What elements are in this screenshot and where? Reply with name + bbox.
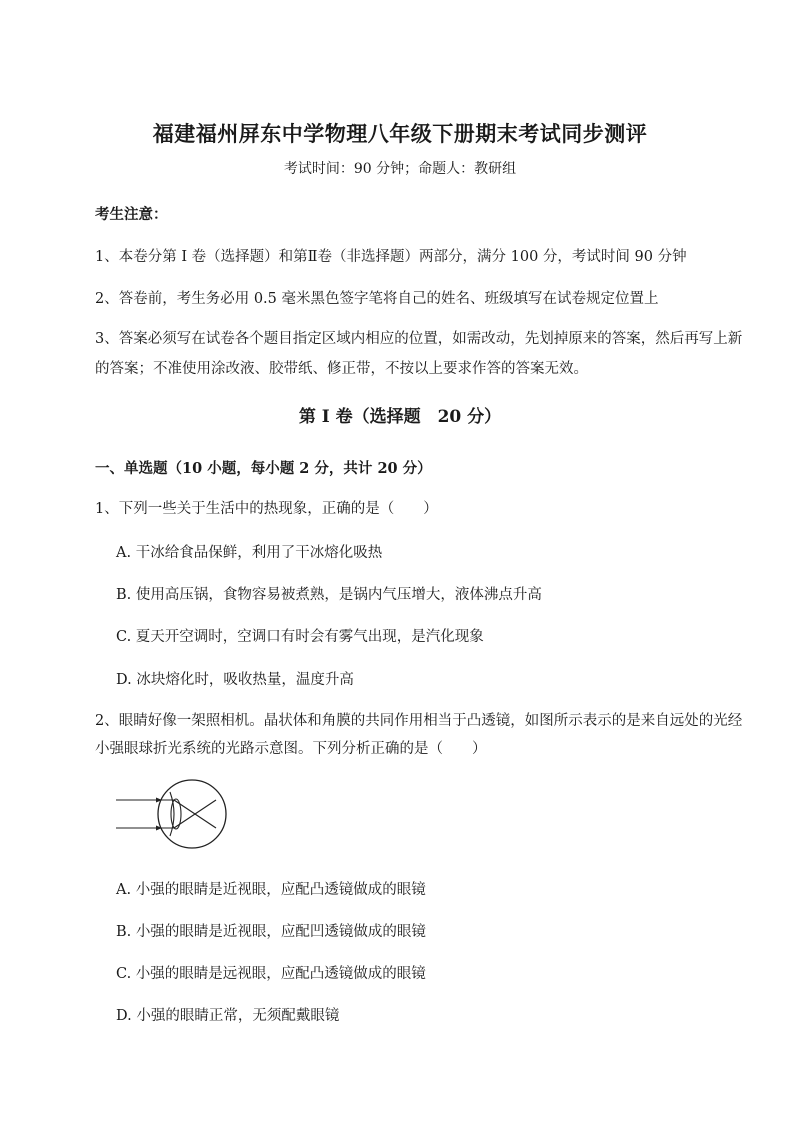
question-1-option-b: B. 使用高压锅，食物容易被煮熟，是锅内气压增大，液体沸点升高 <box>116 587 542 603</box>
question-2-stem-line-1: 2、眼睛好像一架照相机。晶状体和角膜的共同作用相当于凸透镜，如图所示表示的是来自远处的光经 <box>95 713 743 729</box>
notice-item-3: 3、答案必须写在试卷各个题目指定区域内相应的位置，如需改动，先划掉原来的答案，然后再写上新的答案；不准使用涂改液、胶带纸、修正带，不按以上要求作答的答案无效。 <box>95 331 743 377</box>
question-2-option-c: C. 小强的眼睛是远视眼，应配凸透镜做成的眼镜 <box>116 966 426 982</box>
eye-light-path-diagram <box>112 772 232 856</box>
section-title: 第 I 卷（选择题 20 分） <box>298 407 502 427</box>
notice-heading: 考生注意： <box>95 206 168 223</box>
ray-arrow-bottom <box>156 826 162 831</box>
question-1-option-d: D. 冰块熔化时，吸收热量，温度升高 <box>116 672 354 688</box>
exam-info: 考试时间：90 分钟；命题人：教研组 <box>283 161 517 177</box>
question-2-stem-line-2: 小强眼球折光系统的光路示意图。下列分析正确的是（ ） <box>95 741 487 757</box>
question-2-option-d: D. 小强的眼睛正常，无须配戴眼镜 <box>116 1008 340 1024</box>
notice-item-2: 2、答卷前，考生务必用 0.5 毫米黑色签字笔将自己的姓名、班级填写在试卷规定位置上 <box>95 291 659 307</box>
question-1-option-a: A. 干冰给食品保鲜，利用了干冰熔化吸热 <box>116 545 383 561</box>
page-title: 福建福州屏东中学物理八年级下册期末考试同步测评 <box>152 121 648 146</box>
notice-item-1: 1、本卷分第 I 卷（选择题）和第Ⅱ卷（非选择题）两部分，满分 100 分，考试时间 90 分钟 <box>95 249 687 265</box>
eyeball-outline <box>158 780 226 848</box>
question-2-option-a: A. 小强的眼睛是近视眼，应配凸透镜做成的眼镜 <box>116 882 426 898</box>
question-1-stem: 1、下列一些关于生活中的热现象，正确的是（ ） <box>95 501 438 517</box>
question-2-option-b: B. 小强的眼睛是近视眼，应配凹透镜做成的眼镜 <box>116 924 426 940</box>
part-heading: 一、单选题（10 小题，每小题 2 分，共计 20 分） <box>95 460 432 477</box>
ray-arrow-top <box>156 798 162 803</box>
question-1-option-c: C. 夏天开空调时，空调口有时会有雾气出现，是汽化现象 <box>116 629 484 645</box>
